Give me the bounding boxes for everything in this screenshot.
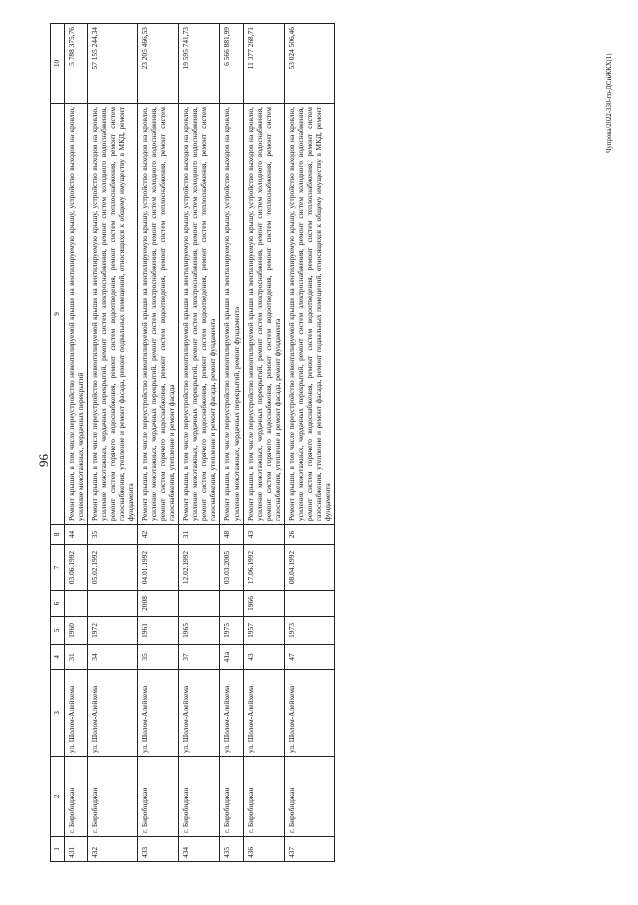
- row-number: 434: [179, 837, 220, 862]
- date: 03.06.1992: [65, 545, 88, 591]
- city: г. Биробиджан: [138, 757, 179, 837]
- cost: 19 595 741,73: [179, 24, 220, 104]
- count: 44: [65, 525, 88, 545]
- column-number: 6: [51, 591, 65, 617]
- count: 48: [220, 525, 243, 545]
- works-description: Ремонт крыши, в том числе переустройство невентилируемой крыши на вентилируемую крышу, устройство выходов на кровлю, усиление межэтажных, чердачных перекрытий, ремонт систем электроснабжения, ремонт систем холодного водоснабжения, ремонт систем горячего водоснабжения, ремонт систем водоотведения, ремонт систем теплоснабжения, ремонт систем газоснабжения, утепление и ремонт фасада, ремонт подвальных помещений, относящихся к общему имуществу в МКД, ремонт фундамента: [88, 104, 138, 525]
- document-reference: Чупрова/2022-330-гп-ДСиЖКХ(1): [606, 53, 613, 153]
- repair-year: [65, 591, 88, 617]
- date: 12.02.1992: [179, 545, 220, 591]
- row-number: 435: [220, 837, 243, 862]
- table-row: [220, 24, 243, 862]
- cost: 5 788 375,76: [65, 24, 88, 104]
- city: г. Биробиджан: [220, 757, 243, 837]
- cost: 6 566 881,99: [220, 24, 243, 104]
- row-number: 432: [88, 837, 138, 862]
- street: ул. Шолом-Алейхема: [179, 670, 220, 757]
- street: ул. Шолом-Алейхема: [65, 670, 88, 757]
- count: 35: [88, 525, 138, 545]
- build-year: 1960: [65, 617, 88, 645]
- row-number: 436: [243, 837, 284, 862]
- street: ул. Шолом-Алейхема: [284, 670, 334, 757]
- house-number: 34: [88, 645, 138, 670]
- table-row: [88, 24, 138, 862]
- housing-repair-table: [50, 23, 335, 862]
- column-number: 2: [51, 757, 65, 837]
- works-description: Ремонт крыши, в том числе переустройство невентилируемой крыши на вентилируемую крышу, устройство выходов на кровлю, усиление межэтажных, чердачных перекрытий, ремонт систем электроснабжения, ремонт систем холодного водоснабжения, ремонт систем горячего водоснабжения, ремонт систем водоотведения, ремонт систем теплоснабжения, ремонт систем газоснабжения, утепление и ремонт фасада: [138, 104, 179, 525]
- house-number: 35: [138, 645, 179, 670]
- street: ул. Шолом-Алейхема: [138, 670, 179, 757]
- build-year: 1972: [88, 617, 138, 645]
- table-row: [284, 24, 334, 862]
- page-number: 96: [36, 454, 51, 467]
- house-number: 31: [65, 645, 88, 670]
- city: г. Биробиджан: [179, 757, 220, 837]
- works-description: Ремонт крыши, в том числе переустройство невентилируемой крыши на вентилируемую крышу, устройство выходов на кровлю, усиление межэтажных, чердачных перекрытий, ремонт фундамента: [220, 104, 243, 525]
- house-number: 37: [179, 645, 220, 670]
- column-number: 3: [51, 670, 65, 757]
- table-header-row: [51, 24, 65, 862]
- city: г. Биробиджан: [243, 757, 284, 837]
- works-description: Ремонт крыши, в том числе переустройство невентилируемой крыши на вентилируемую крышу, устройство выходов на кровлю, усиление межэтажных, чердачных перекрытий, ремонт систем электроснабжения, ремонт систем холодного водоснабжения, ремонт систем горячего водоснабжения, ремонт систем водоотведения, ремонт систем теплоснабжения, ремонт систем газоснабжения, утепление и ремонт фасада, ремонт фундамента: [179, 104, 220, 525]
- city: г. Биробиджан: [284, 757, 334, 837]
- repair-year: 2008: [138, 591, 179, 617]
- row-number: 437: [284, 837, 334, 862]
- cost: 11 377 268,71: [243, 24, 284, 104]
- street: ул. Шолом-Алейхема: [220, 670, 243, 757]
- column-number: 5: [51, 617, 65, 645]
- table-row: [179, 24, 220, 862]
- table-row: [65, 24, 88, 862]
- city: г. Биробиджан: [65, 757, 88, 837]
- house-number: 41а: [220, 645, 243, 670]
- column-number: 7: [51, 545, 65, 591]
- count: 43: [243, 525, 284, 545]
- works-description: Ремонт крыши, в том числе переустройство невентилируемой крыши на вентилируемую крышу, устройство выходов на кровлю, усиление межэтажных, чердачных перекрытий, ремонт систем электроснабжения, ремонт систем холодного водоснабжения, ремонт систем горячего водоснабжения, ремонт систем водоотведения, ремонт систем теплоснабжения, ремонт систем газоснабжения, утепление и ремонт фасада, ремонт фундамента: [243, 104, 284, 525]
- works-description: Ремонт крыши, в том числе переустройство невентилируемой крыши на вентилируемую крышу, устройство выходов на кровлю, усиление межэтажных, чердачных перекрытий: [65, 104, 88, 525]
- repair-year: [284, 591, 334, 617]
- street: ул. Шолом-Алейхема: [88, 670, 138, 757]
- column-number: 9: [51, 104, 65, 525]
- date: 04.01.1992: [138, 545, 179, 591]
- repair-year: [88, 591, 138, 617]
- build-year: 1973: [284, 617, 334, 645]
- count: 31: [179, 525, 220, 545]
- count: 26: [284, 525, 334, 545]
- house-number: 47: [284, 645, 334, 670]
- house-number: 43: [243, 645, 284, 670]
- table-row: [243, 24, 284, 862]
- build-year: 1975: [220, 617, 243, 645]
- date: 08.04.1992: [284, 545, 334, 591]
- repair-year: [179, 591, 220, 617]
- date: 05.02.1992: [88, 545, 138, 591]
- count: 42: [138, 525, 179, 545]
- build-year: 1961: [138, 617, 179, 645]
- build-year: 1957: [243, 617, 284, 645]
- cost: 53 024 506,46: [284, 24, 334, 104]
- date: 17.06.1992: [243, 545, 284, 591]
- cost: 57 155 244,34: [88, 24, 138, 104]
- build-year: 1965: [179, 617, 220, 645]
- column-number: 1: [51, 837, 65, 862]
- city: г. Биробиджан: [88, 757, 138, 837]
- row-number: 433: [138, 837, 179, 862]
- column-number: 8: [51, 525, 65, 545]
- date: 03.03.2005: [220, 545, 243, 591]
- works-description: Ремонт крыши, в том числе переустройство невентилируемой крыши на вентилируемую крышу, устройство выходов на кровлю, усиление межэтажных, чердачных перекрытий, ремонт систем электроснабжения, ремонт систем холодного водоснабжения, ремонт систем горячего водоснабжения, ремонт систем водоотведения, ремонт систем теплоснабжения, ремонт систем газоснабжения, утепление и ремонт фасада, ремонт подвальных помещений, относящихся к общему имуществу в МКД, ремонт фундамента: [284, 104, 334, 525]
- repair-year: 1966: [243, 591, 284, 617]
- column-number: 4: [51, 645, 65, 670]
- row-number: 431: [65, 837, 88, 862]
- repair-year: [220, 591, 243, 617]
- table-row: [138, 24, 179, 862]
- street: ул. Шолом-Алейхема: [243, 670, 284, 757]
- column-number: 10: [51, 24, 65, 104]
- cost: 23 205 466,53: [138, 24, 179, 104]
